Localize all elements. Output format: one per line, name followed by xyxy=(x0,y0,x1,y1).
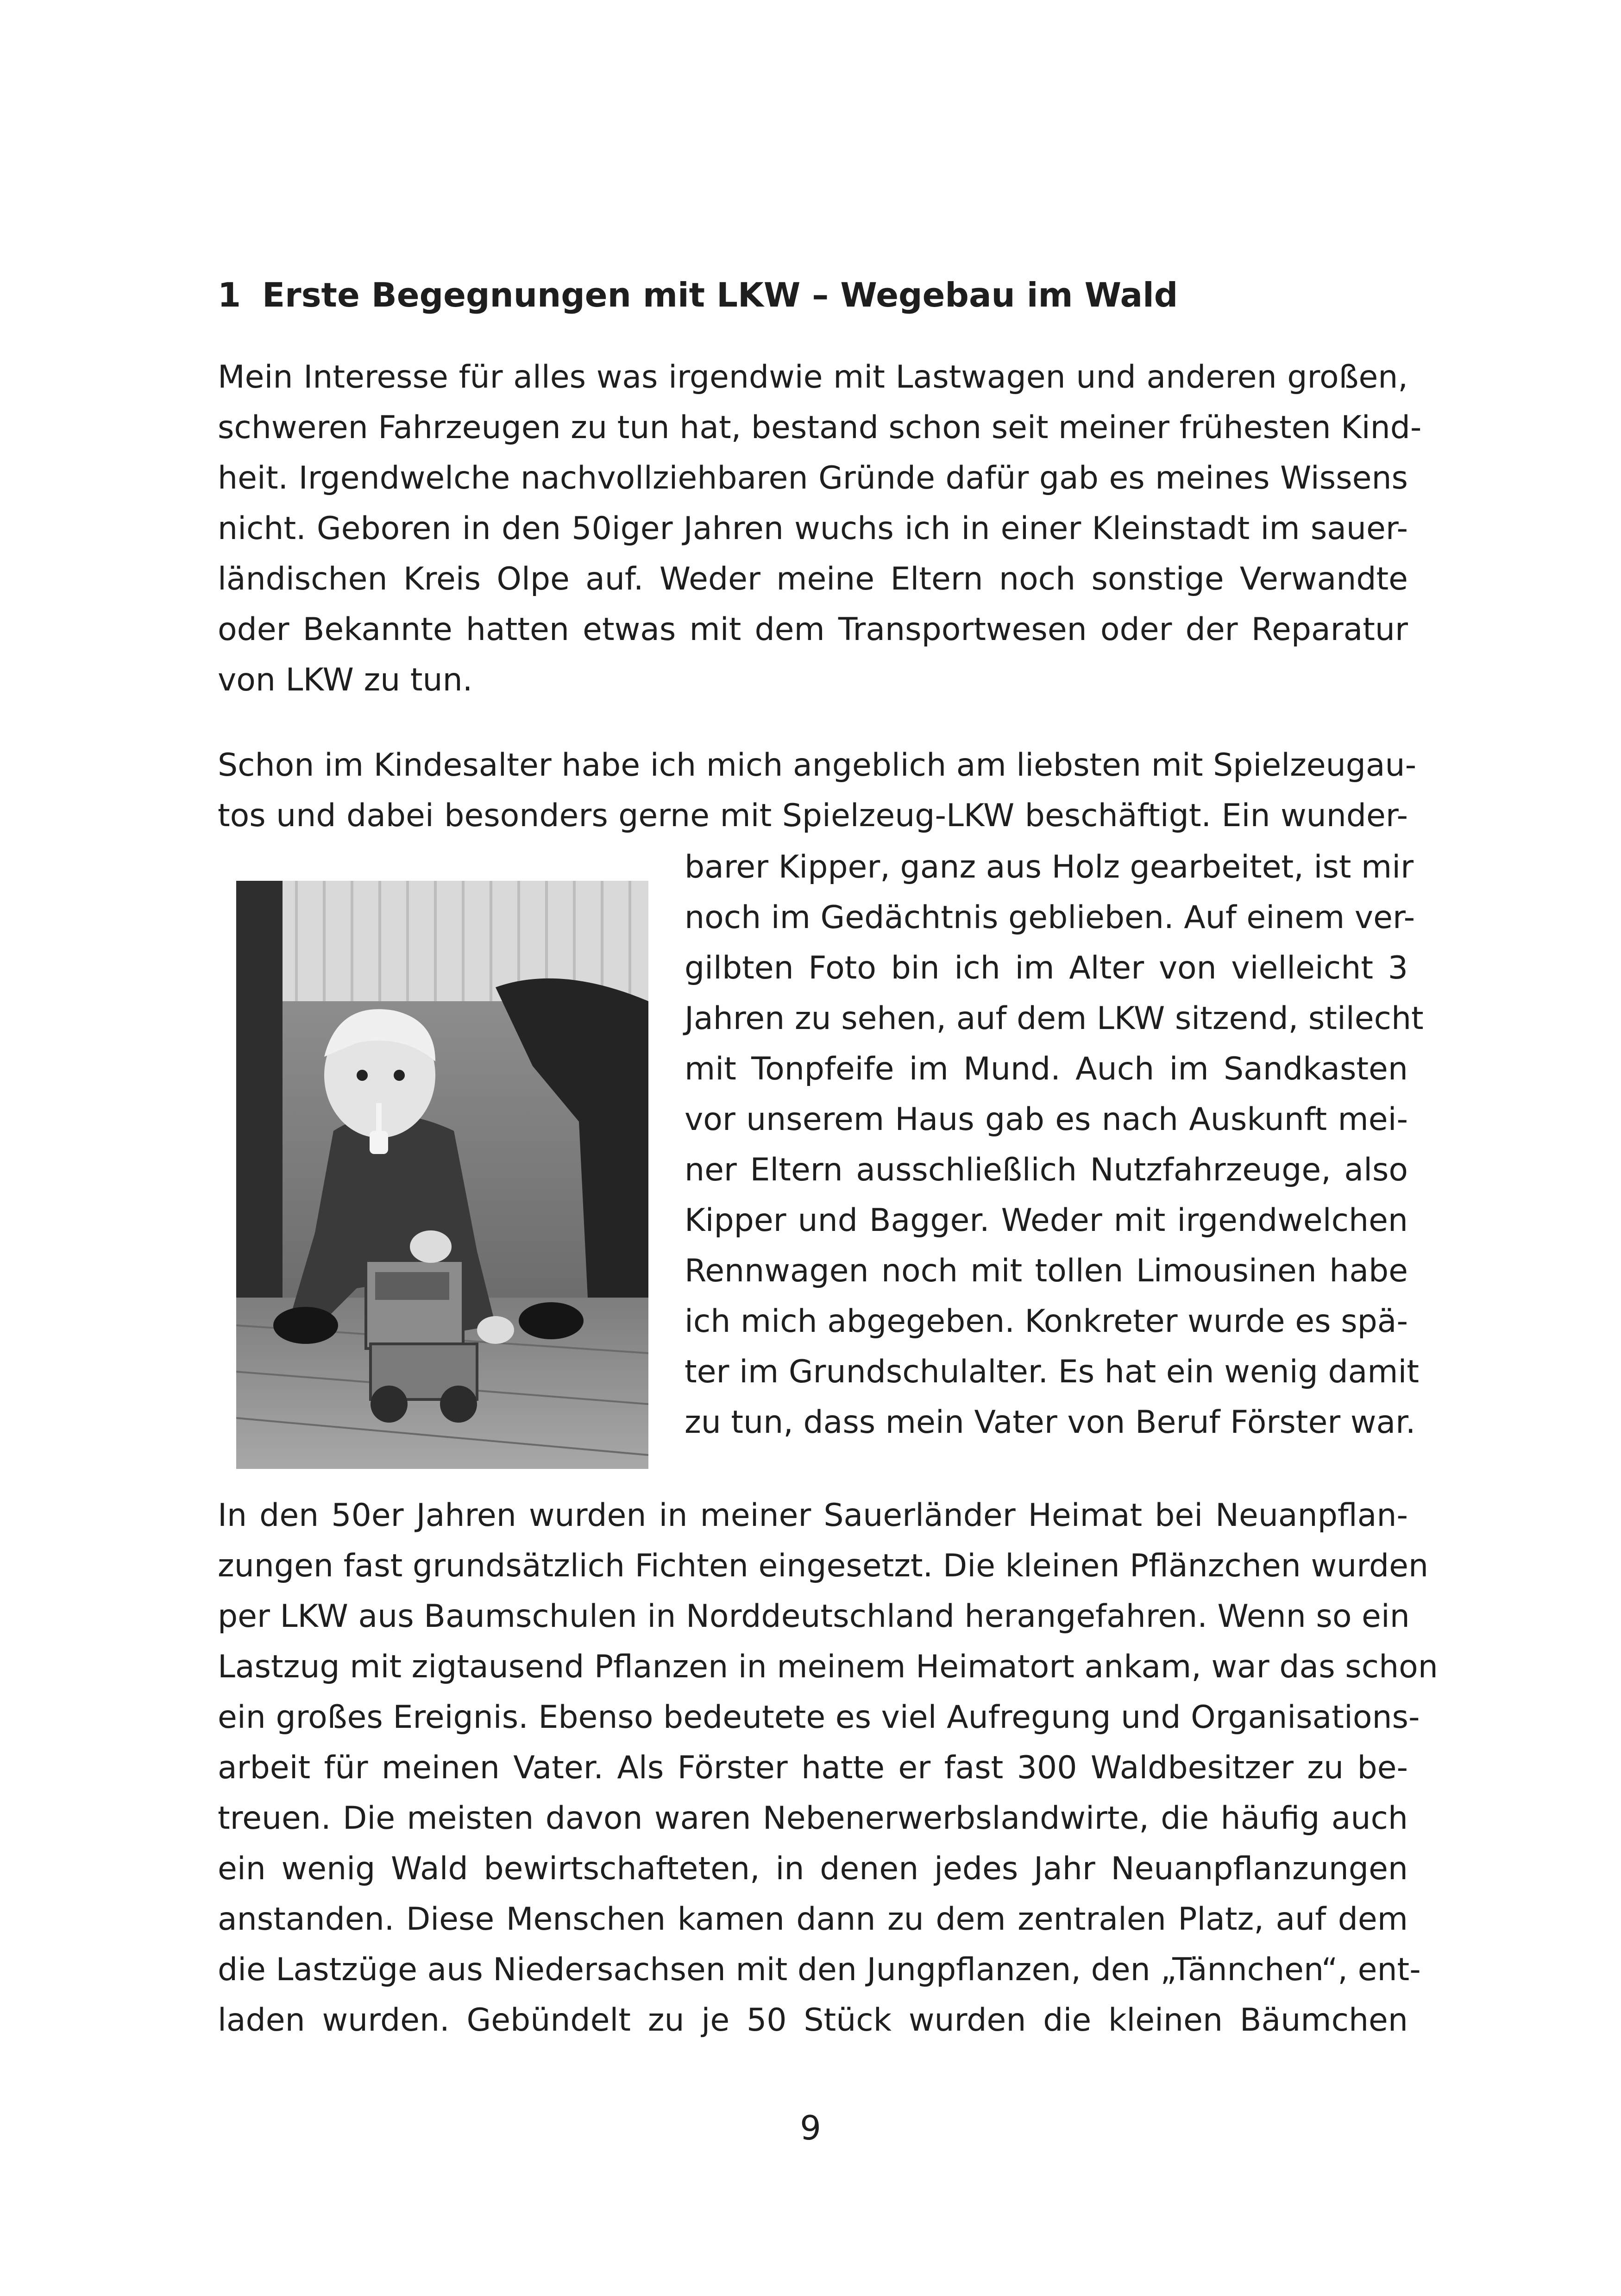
text-line: ner Eltern ausschließlich Nutzfahrzeuge, also xyxy=(685,1152,1408,1188)
text-line: heit. Irgendwelche nachvollziehbaren Gründe dafür gab es meines Wissens xyxy=(218,460,1408,496)
page-number: 9 xyxy=(800,2108,821,2147)
text-line: treuen. Die meisten davon waren Nebenerwerbslandwirte, die häufig auch xyxy=(218,1800,1408,1837)
paragraph-2 xyxy=(218,740,1417,841)
text-line: oder Bekannte hatten etwas mit dem Transportwesen oder der Reparatur xyxy=(218,611,1408,648)
text-line: barer Kipper, ganz aus Holz gearbeitet, ist mir xyxy=(685,849,1414,885)
text-line: per LKW aus Baumschulen in Norddeutschland herangefahren. Wenn so ein xyxy=(218,1598,1410,1635)
paragraph-2-wrapped-text xyxy=(685,842,1424,1448)
text-line: arbeit für meinen Vater. Als Förster hatte er fast 300 Waldbesitzer zu be- xyxy=(218,1750,1408,1786)
childhood-photo xyxy=(236,881,648,1469)
text-line: vor unserem Haus gab es nach Auskunft mei- xyxy=(685,1101,1408,1138)
text-line: In den 50er Jahren wurden in meiner Sauerländer Heimat bei Neuanpflan- xyxy=(218,1497,1408,1534)
text-line: ter im Grundschulalter. Es hat ein wenig damit xyxy=(685,1354,1420,1390)
text-line: Kipper und Bagger. Weder mit irgendwelchen xyxy=(685,1202,1408,1239)
text-line: zungen fast grundsätzlich Fichten eingesetzt. Die kleinen Pflänzchen wurden xyxy=(218,1548,1429,1584)
text-line: Mein Interesse für alles was irgendwie mit Lastwagen und anderen großen, xyxy=(218,359,1408,395)
text-line: von LKW zu tun. xyxy=(218,662,473,698)
text-line: mit Tonpfeife im Mund. Auch im Sandkasten xyxy=(685,1051,1408,1087)
text-line: Lastzug mit zigtausend Pflanzen in meinem Heimatort ankam, war das schon xyxy=(218,1649,1438,1685)
text-line: laden wurden. Gebündelt zu je 50 Stück wurden die kleinen Bäumchen xyxy=(218,2002,1408,2039)
text-line: anstanden. Diese Menschen kamen dann zu dem zentralen Platz, auf dem xyxy=(218,1901,1408,1938)
chapter-title: Erste Begegnungen mit LKW – Wegebau im Wald xyxy=(262,276,1178,314)
text-line: ein wenig Wald bewirtschafteten, in denen jedes Jahr Neuanpflanzungen xyxy=(218,1851,1408,1887)
photo-illustration xyxy=(236,881,648,1469)
text-line: nicht. Geboren in den 50iger Jahren wuchs ich in einer Kleinstadt im sauer- xyxy=(218,510,1408,547)
chapter-heading xyxy=(218,270,1422,320)
text-line: ich mich abgegeben. Konkreter wurde es spä- xyxy=(685,1303,1408,1340)
chapter-number: 1 xyxy=(218,276,241,314)
text-line: zu tun, dass mein Vater von Beruf Förster war. xyxy=(685,1404,1416,1441)
text-line: ländischen Kreis Olpe auf. Weder meine Eltern noch sonstige Verwandte xyxy=(218,561,1408,597)
text-line: Schon im Kindesalter habe ich mich angeblich am liebsten mit Spielzeugau- xyxy=(218,747,1417,784)
text-line: gilbten Foto bin ich im Alter von vielleicht 3 xyxy=(685,950,1408,986)
text-line: noch im Gedächtnis geblieben. Auf einem ver- xyxy=(685,899,1415,936)
text-line: die Lastzüge aus Niedersachsen mit den Jungpflanzen, den „Tännchen“, ent- xyxy=(218,1951,1421,1988)
paragraph-3 xyxy=(218,1490,1438,2045)
paragraph-1 xyxy=(218,352,1422,705)
text-line: ein großes Ereignis. Ebenso bedeutete es viel Aufregung und Organisations- xyxy=(218,1699,1420,1736)
text-line: Jahren zu sehen, auf dem LKW sitzend, stilecht xyxy=(685,1000,1424,1037)
text-line: Rennwagen noch mit tollen Limousinen habe xyxy=(685,1253,1408,1289)
text-line: tos und dabei besonders gerne mit Spielzeug-LKW beschäftigt. Ein wunder- xyxy=(218,797,1408,834)
text-line: schweren Fahrzeugen zu tun hat, bestand schon seit meiner frühesten Kind- xyxy=(218,409,1422,446)
